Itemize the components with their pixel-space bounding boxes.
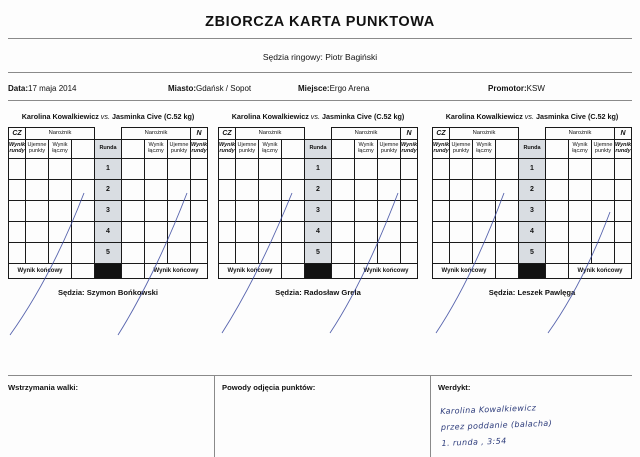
sub-wynik-laczny-l: Wynik łączny bbox=[49, 140, 72, 159]
table-row bbox=[433, 159, 632, 180]
fighter-a-name: Karolina Kowalkiewicz bbox=[231, 112, 309, 121]
sub-wynik-rundy-l: Wynik rundy bbox=[433, 140, 450, 159]
table-row bbox=[433, 222, 632, 243]
header-corner-left: Narożnik bbox=[236, 128, 305, 140]
round-number: 5 bbox=[305, 243, 332, 264]
ring-referee-label: Sędzia ringowy: bbox=[262, 52, 323, 62]
meta-row bbox=[0, 84, 640, 98]
cell-score-r[interactable] bbox=[615, 201, 632, 222]
final-label-left: Wynik końcowy bbox=[9, 264, 72, 279]
cell-minus-r[interactable] bbox=[168, 159, 191, 180]
final-black-box bbox=[519, 264, 546, 279]
table-row bbox=[9, 243, 208, 264]
cell-minus-r[interactable] bbox=[378, 180, 401, 201]
divider-bottom bbox=[8, 375, 632, 376]
cell-minus-r[interactable] bbox=[592, 201, 615, 222]
cell-score-l[interactable] bbox=[433, 201, 450, 222]
cell-total-l[interactable] bbox=[49, 159, 72, 180]
header-corner-right: Narożnik bbox=[122, 128, 191, 140]
meta-city-label: Miasto: bbox=[168, 84, 196, 93]
cell-score-l[interactable] bbox=[433, 222, 450, 243]
cell-score-l[interactable] bbox=[433, 180, 450, 201]
sub-wynik-laczny-l: Wynik łączny bbox=[259, 140, 282, 159]
round-number: 4 bbox=[95, 222, 122, 243]
final-blank-l[interactable] bbox=[282, 264, 305, 279]
cell-minus-r[interactable] bbox=[168, 201, 191, 222]
cell-score-r[interactable] bbox=[615, 159, 632, 180]
table-row bbox=[433, 243, 632, 264]
fighter-a-name: Karolina Kowalkiewicz bbox=[21, 112, 99, 121]
cell-minus-l[interactable] bbox=[450, 243, 473, 264]
cell-score-l[interactable] bbox=[9, 201, 26, 222]
judge-name: Radosław Grela bbox=[303, 288, 361, 297]
sub-ujemne-r: Ujemne punkty bbox=[378, 140, 401, 159]
meta-venue-value: Ergo Arena bbox=[329, 84, 370, 93]
header-n: N bbox=[401, 128, 418, 140]
meta-date bbox=[8, 84, 77, 93]
weight-class: (C.52 kg) bbox=[373, 112, 405, 121]
judge-line bbox=[432, 288, 632, 297]
header-corner-right: Narożnik bbox=[546, 128, 615, 140]
round-number: 2 bbox=[519, 180, 546, 201]
meta-date-value: 17 maja 2014 bbox=[28, 84, 77, 93]
table-row bbox=[219, 159, 418, 180]
final-label-right: Wynik końcowy bbox=[569, 264, 632, 279]
cell-minus-l[interactable] bbox=[26, 222, 49, 243]
header-corner-left: Narożnik bbox=[26, 128, 95, 140]
cell-minus-l[interactable] bbox=[450, 159, 473, 180]
header-corner-right: Narożnik bbox=[332, 128, 401, 140]
judge-card-2 bbox=[218, 112, 418, 297]
judge-label: Sędzia: bbox=[488, 288, 516, 297]
cell-score-r[interactable] bbox=[191, 243, 208, 264]
cell-score-r[interactable] bbox=[401, 180, 418, 201]
final-label-left: Wynik końcowy bbox=[433, 264, 496, 279]
cell-total-l[interactable] bbox=[473, 180, 496, 201]
cell-total-l[interactable] bbox=[473, 243, 496, 264]
table-row bbox=[433, 180, 632, 201]
cell-score-r[interactable] bbox=[191, 180, 208, 201]
final-black-box bbox=[305, 264, 332, 279]
cell-total-l[interactable] bbox=[473, 159, 496, 180]
cell-minus-l[interactable] bbox=[26, 243, 49, 264]
sub-wynik-rundy-l: Wynik rundy bbox=[219, 140, 236, 159]
cell-blank-l[interactable] bbox=[282, 243, 305, 264]
final-black-box bbox=[95, 264, 122, 279]
judge-label: Sędzia: bbox=[275, 288, 302, 297]
cell-minus-l[interactable] bbox=[26, 180, 49, 201]
cell-score-r[interactable] bbox=[401, 243, 418, 264]
cell-minus-l[interactable] bbox=[236, 159, 259, 180]
cell-score-l[interactable] bbox=[9, 180, 26, 201]
cell-blank-r[interactable] bbox=[332, 222, 355, 243]
cell-total-r[interactable] bbox=[569, 201, 592, 222]
round-number: 2 bbox=[305, 180, 332, 201]
sub-spacer-l bbox=[496, 140, 519, 159]
table-final-row bbox=[9, 264, 208, 279]
stoppage-label: Wstrzymania walki: bbox=[8, 383, 79, 392]
cell-total-l[interactable] bbox=[49, 201, 72, 222]
sub-wynik-rundy-r: Wynik rundy bbox=[615, 140, 632, 159]
sub-wynik-rundy-r: Wynik rundy bbox=[401, 140, 418, 159]
table-row bbox=[9, 222, 208, 243]
cell-blank-r[interactable] bbox=[546, 201, 569, 222]
final-label-right: Wynik końcowy bbox=[355, 264, 418, 279]
cell-score-l[interactable] bbox=[433, 159, 450, 180]
cell-total-r[interactable] bbox=[569, 243, 592, 264]
cell-total-l[interactable] bbox=[49, 222, 72, 243]
cell-total-l[interactable] bbox=[473, 201, 496, 222]
verdict-label: Werdykt: bbox=[438, 383, 471, 392]
cell-score-r[interactable] bbox=[401, 222, 418, 243]
final-blank-l[interactable] bbox=[496, 264, 519, 279]
header-spacer bbox=[519, 128, 546, 140]
sub-wynik-laczny-r: Wynik łączny bbox=[355, 140, 378, 159]
cell-blank-l[interactable] bbox=[282, 180, 305, 201]
sub-ujemne-l: Ujemne punkty bbox=[236, 140, 259, 159]
score-table bbox=[432, 127, 632, 279]
cell-total-l[interactable] bbox=[259, 180, 282, 201]
sub-wynik-laczny-r: Wynik łączny bbox=[569, 140, 592, 159]
cell-blank-r[interactable] bbox=[122, 201, 145, 222]
table-row bbox=[219, 222, 418, 243]
cell-score-l[interactable] bbox=[219, 159, 236, 180]
final-label-right: Wynik końcowy bbox=[145, 264, 208, 279]
sub-ujemne-r: Ujemne punkty bbox=[168, 140, 191, 159]
cell-blank-l[interactable] bbox=[282, 222, 305, 243]
judge-line bbox=[8, 288, 208, 297]
bout-title bbox=[432, 112, 632, 121]
cell-score-r[interactable] bbox=[191, 159, 208, 180]
meta-venue-label: Miejsce: bbox=[298, 84, 330, 93]
cell-minus-r[interactable] bbox=[592, 243, 615, 264]
cell-total-r[interactable] bbox=[355, 222, 378, 243]
sub-spacer-l bbox=[72, 140, 95, 159]
divider-top bbox=[8, 38, 632, 39]
meta-venue bbox=[298, 84, 370, 93]
cell-score-l[interactable] bbox=[9, 159, 26, 180]
cell-blank-l[interactable] bbox=[496, 159, 519, 180]
round-number: 3 bbox=[95, 201, 122, 222]
cell-total-l[interactable] bbox=[49, 243, 72, 264]
cell-minus-r[interactable] bbox=[592, 159, 615, 180]
cell-blank-r[interactable] bbox=[332, 201, 355, 222]
cell-blank-l[interactable] bbox=[496, 243, 519, 264]
cell-minus-l[interactable] bbox=[26, 159, 49, 180]
final-label-left: Wynik końcowy bbox=[219, 264, 282, 279]
cell-total-r[interactable] bbox=[145, 159, 168, 180]
table-final-row bbox=[433, 264, 632, 279]
score-table bbox=[218, 127, 418, 279]
final-blank-r[interactable] bbox=[122, 264, 145, 279]
judge-label: Sędzia: bbox=[57, 288, 85, 297]
cell-total-l[interactable] bbox=[473, 222, 496, 243]
handwriting-line-1: Karolina Kowalkiewicz bbox=[440, 403, 537, 416]
meta-city-value: Gdańsk / Sopot bbox=[196, 84, 252, 93]
cell-total-l[interactable] bbox=[259, 222, 282, 243]
cell-minus-r[interactable] bbox=[168, 243, 191, 264]
judge-card-1 bbox=[8, 112, 208, 297]
cell-minus-r[interactable] bbox=[378, 222, 401, 243]
cell-total-r[interactable] bbox=[569, 180, 592, 201]
sub-spacer-l bbox=[282, 140, 305, 159]
cell-total-r[interactable] bbox=[145, 243, 168, 264]
table-header-row bbox=[9, 128, 208, 140]
header-corner-left: Narożnik bbox=[450, 128, 519, 140]
cell-blank-r[interactable] bbox=[122, 180, 145, 201]
sub-runda: Runda bbox=[305, 140, 332, 159]
cell-score-r[interactable] bbox=[615, 180, 632, 201]
cell-blank-r[interactable] bbox=[122, 243, 145, 264]
sub-ujemne-l: Ujemne punkty bbox=[450, 140, 473, 159]
round-number: 5 bbox=[95, 243, 122, 264]
header-spacer bbox=[95, 128, 122, 140]
cell-minus-r[interactable] bbox=[168, 180, 191, 201]
round-number: 4 bbox=[519, 222, 546, 243]
cell-score-l[interactable] bbox=[9, 222, 26, 243]
cell-minus-l[interactable] bbox=[236, 180, 259, 201]
cell-minus-l[interactable] bbox=[236, 243, 259, 264]
table-row bbox=[219, 180, 418, 201]
cell-score-l[interactable] bbox=[219, 222, 236, 243]
weight-class: (C.52 kg) bbox=[163, 112, 195, 121]
bout-title bbox=[8, 112, 208, 121]
header-cz: CZ bbox=[219, 128, 236, 140]
final-blank-r[interactable] bbox=[332, 264, 355, 279]
meta-promoter bbox=[488, 84, 545, 93]
cell-blank-l[interactable] bbox=[72, 222, 95, 243]
cell-total-r[interactable] bbox=[569, 222, 592, 243]
meta-date-label: Data: bbox=[8, 84, 29, 93]
cell-total-r[interactable] bbox=[355, 201, 378, 222]
header-cz: CZ bbox=[433, 128, 450, 140]
cell-score-l[interactable] bbox=[219, 243, 236, 264]
sub-runda: Runda bbox=[519, 140, 546, 159]
cell-minus-l[interactable] bbox=[450, 180, 473, 201]
handwriting-line-3: 1. runda , 3:54 bbox=[441, 436, 507, 448]
verdict-handwriting bbox=[440, 396, 638, 451]
cell-blank-r[interactable] bbox=[122, 222, 145, 243]
vs-label: vs. bbox=[100, 112, 110, 121]
divider-vertical-1 bbox=[214, 375, 215, 457]
table-row bbox=[9, 180, 208, 201]
handwriting-line-2: przez poddanie (balacha) bbox=[440, 418, 553, 432]
cell-minus-r[interactable] bbox=[592, 222, 615, 243]
judge-card-3 bbox=[432, 112, 632, 297]
cell-minus-r[interactable] bbox=[592, 180, 615, 201]
cell-blank-r[interactable] bbox=[332, 180, 355, 201]
cell-blank-l[interactable] bbox=[496, 180, 519, 201]
cell-minus-l[interactable] bbox=[450, 201, 473, 222]
cell-total-r[interactable] bbox=[145, 180, 168, 201]
sub-wynik-rundy-r: Wynik rundy bbox=[191, 140, 208, 159]
cell-minus-l[interactable] bbox=[26, 201, 49, 222]
meta-promoter-label: Promotor: bbox=[488, 84, 527, 93]
cell-blank-l[interactable] bbox=[72, 180, 95, 201]
cell-blank-r[interactable] bbox=[332, 159, 355, 180]
sub-ujemne-l: Ujemne punkty bbox=[26, 140, 49, 159]
round-number: 5 bbox=[519, 243, 546, 264]
cell-blank-r[interactable] bbox=[546, 180, 569, 201]
cell-score-r[interactable] bbox=[191, 222, 208, 243]
sub-spacer-r bbox=[122, 140, 145, 159]
cell-score-l[interactable] bbox=[9, 243, 26, 264]
cell-blank-l[interactable] bbox=[72, 159, 95, 180]
cell-minus-r[interactable] bbox=[378, 243, 401, 264]
cell-total-l[interactable] bbox=[259, 243, 282, 264]
table-row bbox=[9, 201, 208, 222]
header-n: N bbox=[191, 128, 208, 140]
cell-blank-l[interactable] bbox=[72, 201, 95, 222]
judge-line bbox=[218, 288, 418, 297]
table-row bbox=[433, 201, 632, 222]
cell-blank-r[interactable] bbox=[546, 159, 569, 180]
cell-score-r[interactable] bbox=[401, 201, 418, 222]
cell-total-r[interactable] bbox=[355, 180, 378, 201]
table-header-row bbox=[219, 128, 418, 140]
page-title: ZBIORCZA KARTA PUNKTOWA bbox=[205, 14, 435, 30]
cell-blank-r[interactable] bbox=[546, 222, 569, 243]
cell-score-r[interactable] bbox=[401, 159, 418, 180]
cell-total-l[interactable] bbox=[259, 159, 282, 180]
table-row bbox=[219, 243, 418, 264]
cell-minus-l[interactable] bbox=[236, 201, 259, 222]
sub-runda: Runda bbox=[95, 140, 122, 159]
sub-spacer-r bbox=[332, 140, 355, 159]
divider-vertical-2 bbox=[430, 375, 431, 457]
cell-minus-l[interactable] bbox=[236, 222, 259, 243]
cell-blank-r[interactable] bbox=[122, 159, 145, 180]
fighter-b-name: Jasminka Cive bbox=[111, 112, 162, 121]
header-spacer bbox=[305, 128, 332, 140]
cell-score-r[interactable] bbox=[615, 243, 632, 264]
bout-title bbox=[218, 112, 418, 121]
ring-referee-name: Piotr Bagiński bbox=[325, 52, 378, 62]
sub-ujemne-r: Ujemne punkty bbox=[592, 140, 615, 159]
cell-total-r[interactable] bbox=[355, 159, 378, 180]
meta-promoter-value: KSW bbox=[526, 84, 545, 93]
cell-score-l[interactable] bbox=[219, 180, 236, 201]
deduction-label: Powody odjęcia punktów: bbox=[222, 383, 316, 392]
cell-score-l[interactable] bbox=[219, 201, 236, 222]
cell-blank-l[interactable] bbox=[496, 201, 519, 222]
round-number: 4 bbox=[305, 222, 332, 243]
round-number: 2 bbox=[95, 180, 122, 201]
table-subheader-row bbox=[9, 140, 208, 159]
header-n: N bbox=[615, 128, 632, 140]
cell-minus-r[interactable] bbox=[378, 201, 401, 222]
round-number: 1 bbox=[519, 159, 546, 180]
cell-total-r[interactable] bbox=[145, 201, 168, 222]
cell-total-r[interactable] bbox=[145, 222, 168, 243]
judge-name: Szymon Bońkowski bbox=[86, 288, 159, 297]
round-number: 3 bbox=[305, 201, 332, 222]
table-row bbox=[219, 201, 418, 222]
cell-blank-l[interactable] bbox=[496, 222, 519, 243]
meta-city bbox=[168, 84, 252, 93]
round-number: 1 bbox=[305, 159, 332, 180]
cell-minus-r[interactable] bbox=[378, 159, 401, 180]
cell-score-r[interactable] bbox=[191, 201, 208, 222]
table-row bbox=[9, 159, 208, 180]
weight-class: (C.52 kg) bbox=[587, 112, 619, 121]
vs-label: vs. bbox=[310, 112, 320, 121]
cell-blank-r[interactable] bbox=[332, 243, 355, 264]
cell-total-l[interactable] bbox=[259, 201, 282, 222]
cell-blank-l[interactable] bbox=[72, 243, 95, 264]
cell-blank-r[interactable] bbox=[546, 243, 569, 264]
round-number: 1 bbox=[95, 159, 122, 180]
sub-wynik-rundy-l: Wynik rundy bbox=[9, 140, 26, 159]
fighter-b-name: Jasminka Cive bbox=[321, 112, 372, 121]
divider-referee bbox=[8, 72, 632, 73]
table-subheader-row bbox=[433, 140, 632, 159]
cell-score-r[interactable] bbox=[615, 222, 632, 243]
table-subheader-row bbox=[219, 140, 418, 159]
divider-meta bbox=[8, 100, 632, 101]
fighter-a-name: Karolina Kowalkiewicz bbox=[445, 112, 523, 121]
final-blank-r[interactable] bbox=[546, 264, 569, 279]
cell-blank-l[interactable] bbox=[282, 201, 305, 222]
final-blank-l[interactable] bbox=[72, 264, 95, 279]
cell-total-r[interactable] bbox=[569, 159, 592, 180]
cell-minus-l[interactable] bbox=[450, 222, 473, 243]
vs-label: vs. bbox=[524, 112, 534, 121]
header-cz: CZ bbox=[9, 128, 26, 140]
round-number: 3 bbox=[519, 201, 546, 222]
sub-wynik-laczny-l: Wynik łączny bbox=[473, 140, 496, 159]
cell-minus-r[interactable] bbox=[168, 222, 191, 243]
table-header-row bbox=[433, 128, 632, 140]
cell-total-l[interactable] bbox=[49, 180, 72, 201]
cell-score-l[interactable] bbox=[433, 243, 450, 264]
table-final-row bbox=[219, 264, 418, 279]
cell-total-r[interactable] bbox=[355, 243, 378, 264]
sub-wynik-laczny-r: Wynik łączny bbox=[145, 140, 168, 159]
cell-blank-l[interactable] bbox=[282, 159, 305, 180]
ring-referee bbox=[0, 52, 640, 62]
fighter-b-name: Jasminka Cive bbox=[535, 112, 586, 121]
judge-name: Leszek Pawlęga bbox=[517, 288, 576, 297]
sub-spacer-r bbox=[546, 140, 569, 159]
score-table bbox=[8, 127, 208, 279]
